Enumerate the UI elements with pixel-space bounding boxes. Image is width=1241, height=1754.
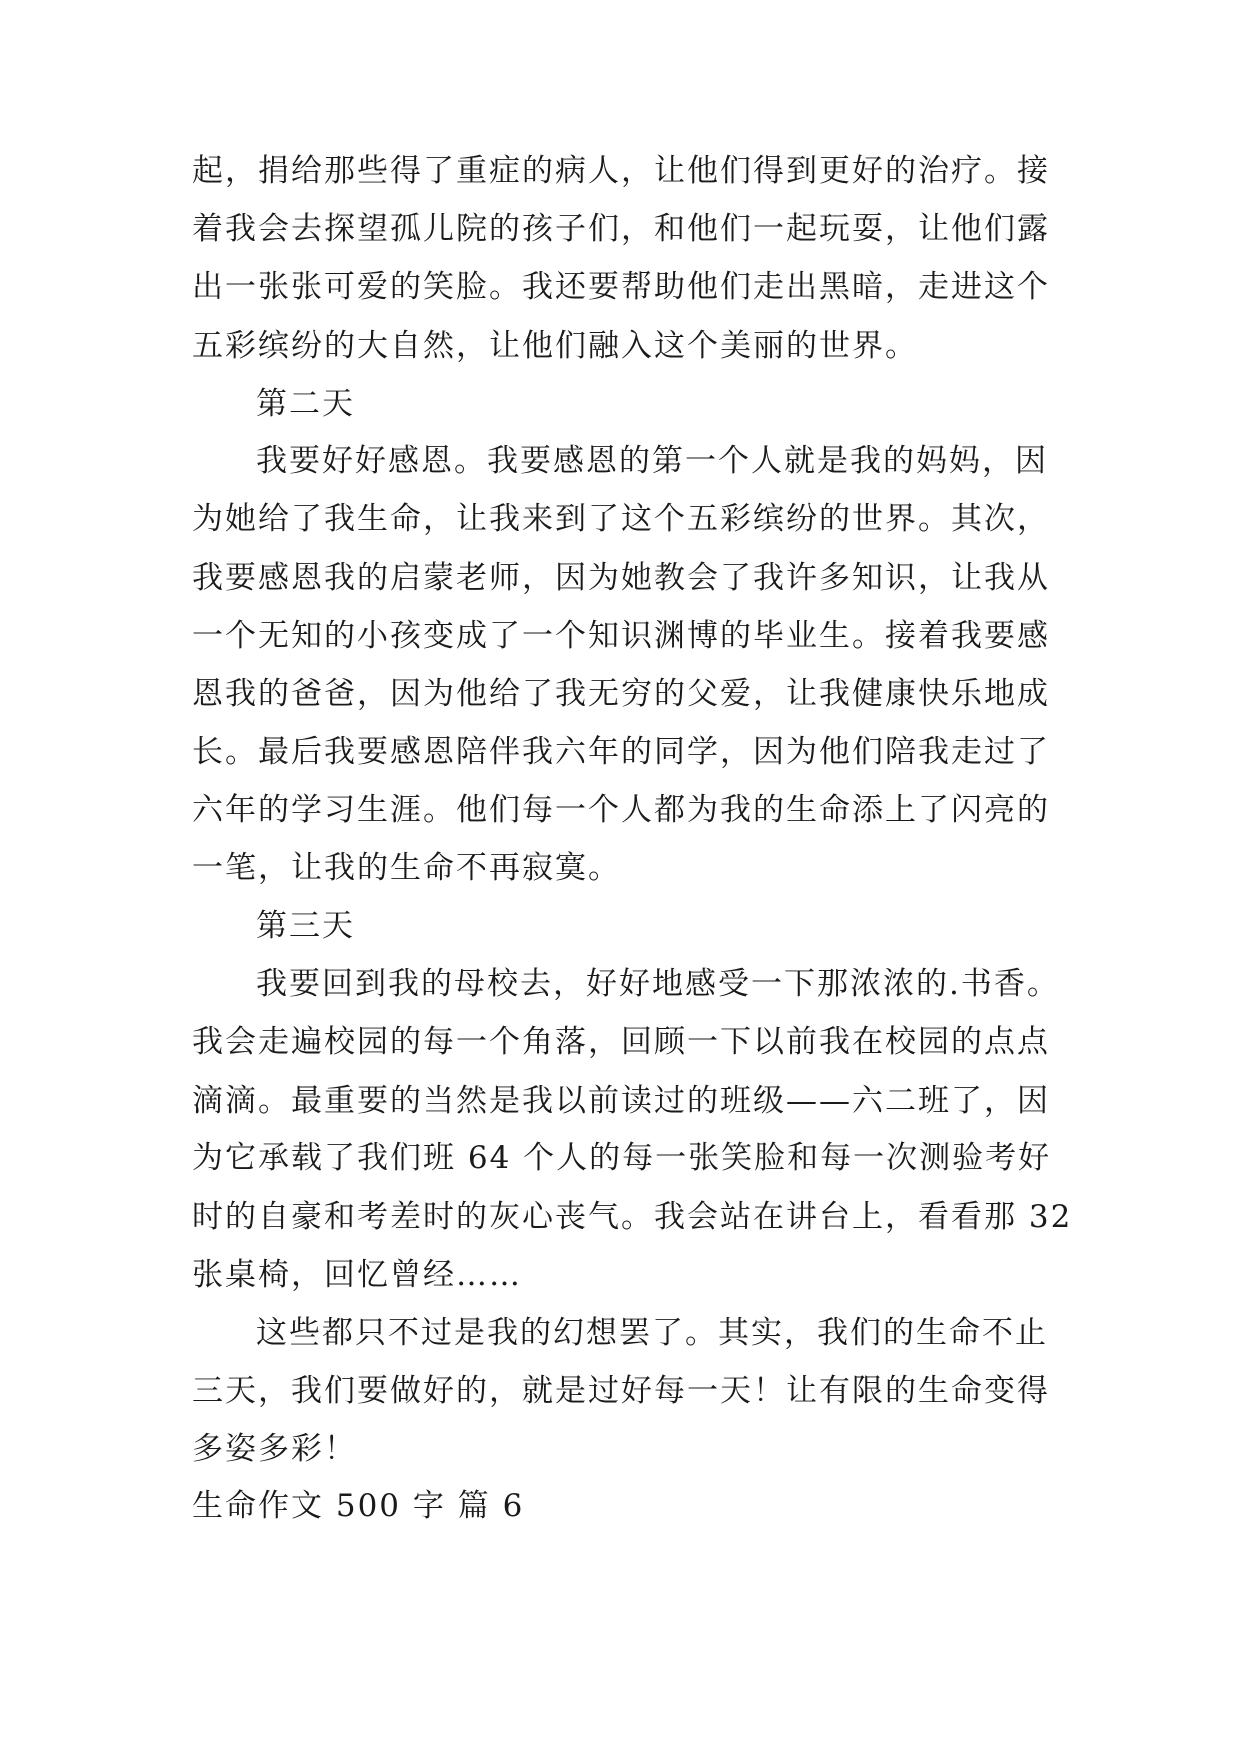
paragraph-line: 五彩缤纷的大自然，让他们融入这个美丽的世界。 <box>192 328 918 364</box>
section-title: 生命作文 500 字 篇 6 <box>192 1488 525 1524</box>
paragraph-line: 长。最后我要感恩陪伴我六年的同学，因为他们陪我走过了 <box>192 734 1050 770</box>
paragraph-line: 时的自豪和考差时的灰心丧气。我会站在讲台上，看看那 32 <box>192 1199 1073 1235</box>
paragraph-line: 一个无知的小孩变成了一个知识渊博的毕业生。接着我要感 <box>192 618 1050 654</box>
paragraph-line: 为它承载了我们班 64 个人的每一张笑脸和每一次测验考好 <box>192 1140 1052 1176</box>
paragraph-line: 我要感恩我的启蒙老师，因为她教会了我许多知识，让我从 <box>192 560 1050 596</box>
paragraph-line: 我要回到我的母校去，好好地感受一下那浓浓的.书香。 <box>256 966 1060 1002</box>
paragraph-line: 我要好好感恩。我要感恩的第一个人就是我的妈妈，因 <box>256 443 1048 479</box>
section-heading: 第二天 <box>256 386 355 422</box>
paragraph-line: 滴滴。最重要的当然是我以前读过的班级——六二班了，因 <box>192 1083 1050 1119</box>
paragraph-line: 张桌椅，回忆曾经…… <box>192 1257 522 1293</box>
paragraph-line: 一笔，让我的生命不再寂寞。 <box>192 850 621 886</box>
paragraph-line: 多姿多彩！ <box>192 1431 357 1467</box>
paragraph-line: 出一张张可爱的笑脸。我还要帮助他们走出黑暗，走进这个 <box>192 269 1050 305</box>
section-heading: 第三天 <box>256 908 355 944</box>
paragraph-line: 这些都只不过是我的幻想罢了。其实，我们的生命不止 <box>256 1315 1048 1351</box>
paragraph-line: 恩我的爸爸，因为他给了我无穷的父爱，让我健康快乐地成 <box>192 676 1050 712</box>
paragraph-line: 着我会去探望孤儿院的孩子们，和他们一起玩耍，让他们露 <box>192 211 1050 247</box>
paragraph-line: 六年的学习生涯。他们每一个人都为我的生命添上了闪亮的 <box>192 792 1050 828</box>
paragraph-line: 我会走遍校园的每一个角落，回顾一下以前我在校园的点点 <box>192 1024 1050 1060</box>
paragraph-line: 为她给了我生命，让我来到了这个五彩缤纷的世界。其次， <box>192 501 1050 537</box>
paragraph-line: 三天，我们要做好的，就是过好每一天！让有限的生命变得 <box>192 1373 1050 1409</box>
paragraph-line: 起，捐给那些得了重症的病人，让他们得到更好的治疗。接 <box>192 153 1050 189</box>
